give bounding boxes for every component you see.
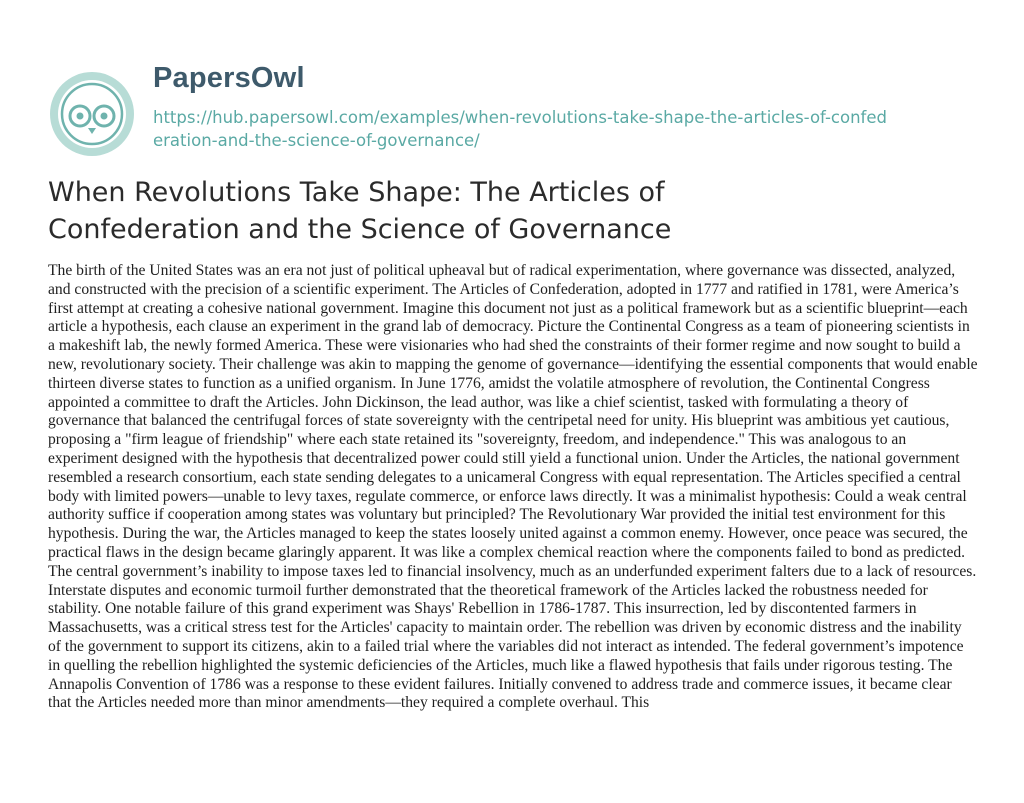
site-header [48,62,988,162]
source-url-link[interactable]: https://hub.papersowl.com/examples/when-revolutions-take-shape-the-articles-of-confederation-and-the-science-of-governance/ [153,108,887,150]
brand-name[interactable]: PapersOwl [153,62,305,94]
article-title: When Revolutions Take Shape: The Articles of Confederation and the Science of Governance [48,177,672,245]
article-body: The birth of the United States was an era not just of political upheaval but of radical experimentation, where governance was dissected, analyzed, and constructed with the precision of a scientific experiment. The Articles of Confederation, adopted in 1777 and ratified in 1781, were America’s first attempt at creating a cohesive national government. Imagine this document not just as a political framework but as a scientific blueprint—each article a hypothesis, each clause an experiment in the grand lab of democracy. Picture the Continental Congress as a team of pioneering scientists in a makeshift lab, the newly formed America. These were visionaries who had shed the constraints of their former regime and now sought to build a new, revolutionary society. Their challenge was akin to mapping the genome of governance—identifying the essential components that would enable thirteen diverse states to function as a unified organism. In June 1776, amidst the volatile atmosphere of revolution, the Continental Congress appointed a committee to draft the Articles. John Dickinson, the lead author, was like a chief scientist, tasked with formulating a theory of governance that balanced the centrifugal forces of state sovereignty with the centripetal need for unity. His blueprint was ambitious yet cautious, proposing a "firm league of friendship" where each state retained its "sovereignty, freedom, and independence." This was analogous to an experiment designed with the hypothesis that decentralized power could still yield a functional union. Under the Articles, the national government resembled a research consortium, each state sending delegates to a unicameral Congress with equal representation. The Articles specified a central body with limited powers—unable to levy taxes, regulate commerce, or enforce laws directly. It was a minimalist hypothesis: Could a weak central authority suffice if cooperation among states was voluntary but principled? The Revolutionary War provided the initial test environment for this hypothesis. During the war, the Articles managed to keep the states loosely united against a common enemy. However, once peace was secured, the practical flaws in the design became glaringly apparent. It was like a complex chemical reaction where the components failed to bond as predicted. The central government’s inability to impose taxes led to financial insolvency, much as an underfunded experiment falters due to a lack of resources. Interstate disputes and economic turmoil further demonstrated that the theoretical framework of the Articles lacked the robustness needed for stability. One notable failure of this grand experiment was Shays' Rebellion in 1786-1787. This insurrection, led by discontented farmers in Massachusetts, was a critical stress test for the Articles' capacity to maintain order. The rebellion was driven by economic distress and the inability of the government to support its citizens, akin to a failed trial where the variables did not interact as intended. The federal government’s impotence in quelling the rebellion highlighted the systemic deficiencies of the Articles, much like a flawed hypothesis that fails under rigorous testing. The Annapolis Convention of 1786 was a response to these evident failures. Initially convened to address trade and commerce issues, it became clear that the Articles needed more than minor amendments—they required a complete overhaul. This [48,262,978,712]
owl-logo-icon[interactable] [48,70,136,158]
